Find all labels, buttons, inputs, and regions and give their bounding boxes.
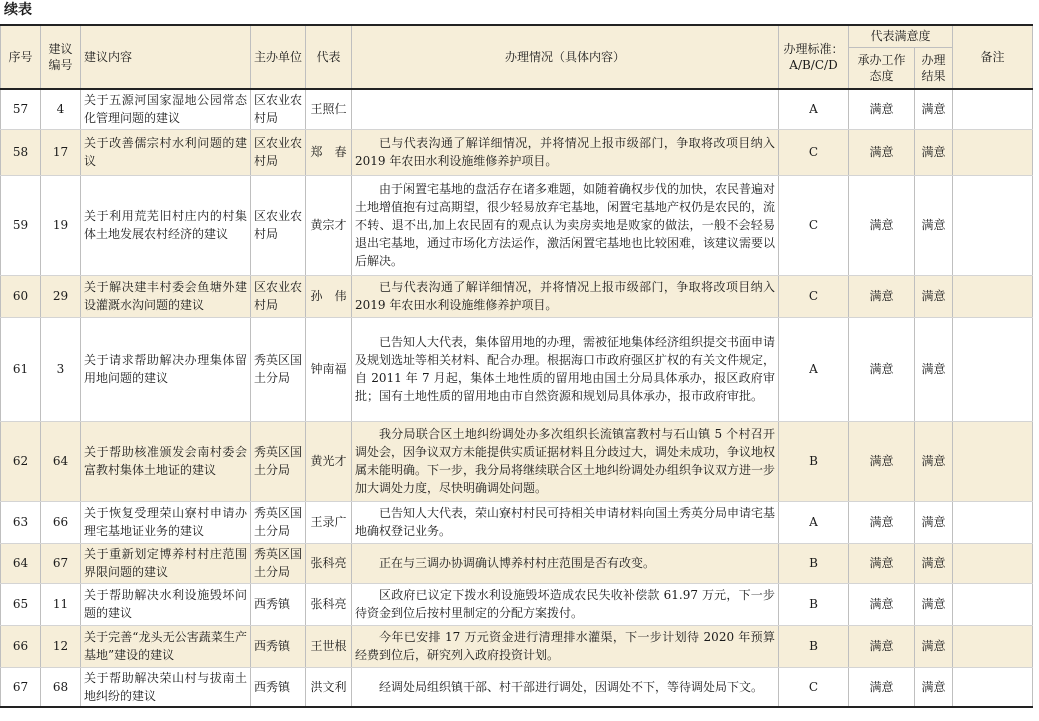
table-row: [1, 583, 1033, 625]
table-row: [1, 501, 1033, 543]
row-attitude-satisfaction: 满意: [849, 317, 915, 421]
header-attitude: 承办工作态度: [849, 47, 915, 89]
row-code: 29: [41, 275, 81, 317]
row-representative: 黄宗才: [306, 175, 352, 275]
row-result-satisfaction: 满意: [915, 543, 953, 583]
table-row: [1, 625, 1033, 667]
table-row: [1, 275, 1033, 317]
row-code: 66: [41, 501, 81, 543]
row-attitude-satisfaction: 满意: [849, 175, 915, 275]
row-content: 关于改善儒宗村水利问题的建议: [81, 129, 251, 175]
row-result-satisfaction: 满意: [915, 275, 953, 317]
row-seq: 57: [1, 89, 41, 129]
row-result-satisfaction: 满意: [915, 625, 953, 667]
row-code: 17: [41, 129, 81, 175]
header-result: 办理结果: [915, 47, 953, 89]
row-attitude-satisfaction: 满意: [849, 501, 915, 543]
row-detail: 区政府已议定下拨水利设施毁坏造成农民失收补偿款 61.97 万元，下一步待资金到位后按村里制定的分配方案拨付。: [352, 583, 779, 625]
row-representative: 孙 伟: [306, 275, 352, 317]
header-rep: 代表: [306, 25, 352, 89]
row-code: 19: [41, 175, 81, 275]
row-attitude-satisfaction: 满意: [849, 667, 915, 707]
row-detail: 已告知人大代表，荣山寮村村民可持相关申请材料向国土秀英分局申请宅基地确权登记业务。: [352, 501, 779, 543]
table-row: [1, 89, 1033, 129]
row-unit: 秀英区国土分局: [251, 501, 306, 543]
row-attitude-satisfaction: 满意: [849, 543, 915, 583]
row-remark: [953, 275, 1033, 317]
row-seq: 65: [1, 583, 41, 625]
row-representative: 王录广: [306, 501, 352, 543]
row-content: 关于解决建丰村委会鱼塘外建设灌溉水沟问题的建议: [81, 275, 251, 317]
row-content: 关于利用荒芜旧村庄内的村集体土地发展农村经济的建议: [81, 175, 251, 275]
row-detail: 经调处局组织镇干部、村干部进行调处，因调处不下，等待调处局下文。: [352, 667, 779, 707]
table-body: [1, 89, 1033, 707]
row-seq: 66: [1, 625, 41, 667]
row-unit: 秀英区国土分局: [251, 543, 306, 583]
row-seq: 60: [1, 275, 41, 317]
table-caption: 续表: [4, 2, 32, 18]
row-representative: 郑 春: [306, 129, 352, 175]
row-standard: B: [779, 625, 849, 667]
row-code: 11: [41, 583, 81, 625]
row-standard: C: [779, 129, 849, 175]
row-result-satisfaction: 满意: [915, 175, 953, 275]
row-content: 关于恢复受理荣山寮村申请办理宅基地证业务的建议: [81, 501, 251, 543]
row-attitude-satisfaction: 满意: [849, 275, 915, 317]
row-standard: A: [779, 501, 849, 543]
row-detail: 正在与三调办协调确认博养村村庄范围是否有改变。: [352, 543, 779, 583]
row-attitude-satisfaction: 满意: [849, 583, 915, 625]
row-representative: 王世根: [306, 625, 352, 667]
row-remark: [953, 317, 1033, 421]
row-attitude-satisfaction: 满意: [849, 625, 915, 667]
row-remark: [953, 625, 1033, 667]
row-unit: 区农业农村局: [251, 175, 306, 275]
row-attitude-satisfaction: 满意: [849, 89, 915, 129]
row-standard: A: [779, 89, 849, 129]
suggestion-table: [0, 24, 1033, 708]
row-content: 关于请求帮助解决办理集体留用地问题的建议: [81, 317, 251, 421]
row-code: 12: [41, 625, 81, 667]
row-unit: 秀英区国土分局: [251, 317, 306, 421]
row-standard: C: [779, 175, 849, 275]
row-result-satisfaction: 满意: [915, 317, 953, 421]
row-unit: 区农业农村局: [251, 89, 306, 129]
row-remark: [953, 129, 1033, 175]
row-detail: 已与代表沟通了解详细情况，并将情况上报市级部门，争取将改项目纳入 2019 年农田水利设施维修养护项目。: [352, 129, 779, 175]
row-seq: 62: [1, 421, 41, 501]
row-detail: [352, 89, 779, 129]
row-unit: 区农业农村局: [251, 275, 306, 317]
header-seq: 序号: [1, 25, 41, 89]
row-remark: [953, 667, 1033, 707]
row-result-satisfaction: 满意: [915, 89, 953, 129]
row-detail: 已与代表沟通了解详细情况，并将情况上报市级部门，争取将改项目纳入 2019 年农田水利设施维修养护项目。: [352, 275, 779, 317]
row-seq: 61: [1, 317, 41, 421]
row-content: 关于帮助核准颁发会南村委会富教村集体土地证的建议: [81, 421, 251, 501]
row-representative: 王照仁: [306, 89, 352, 129]
row-remark: [953, 175, 1033, 275]
table-row: [1, 129, 1033, 175]
row-result-satisfaction: 满意: [915, 421, 953, 501]
row-code: 67: [41, 543, 81, 583]
header-standard: 办理标准：A/B/C/D: [779, 25, 849, 89]
row-remark: [953, 89, 1033, 129]
row-representative: 张科亮: [306, 583, 352, 625]
header-code: 建议编号: [41, 25, 81, 89]
row-standard: B: [779, 583, 849, 625]
row-result-satisfaction: 满意: [915, 583, 953, 625]
table-row: [1, 175, 1033, 275]
row-standard: C: [779, 667, 849, 707]
row-representative: 洪文利: [306, 667, 352, 707]
row-seq: 59: [1, 175, 41, 275]
row-representative: 张科亮: [306, 543, 352, 583]
row-attitude-satisfaction: 满意: [849, 421, 915, 501]
row-representative: 钟南福: [306, 317, 352, 421]
row-code: 3: [41, 317, 81, 421]
row-representative: 黄光才: [306, 421, 352, 501]
row-result-satisfaction: 满意: [915, 501, 953, 543]
row-remark: [953, 421, 1033, 501]
row-remark: [953, 583, 1033, 625]
row-seq: 63: [1, 501, 41, 543]
row-unit: 区农业农村局: [251, 129, 306, 175]
row-result-satisfaction: 满意: [915, 129, 953, 175]
row-content: 关于帮助解决荣山村与拔南土地纠纷的建议: [81, 667, 251, 707]
row-remark: [953, 543, 1033, 583]
row-standard: A: [779, 317, 849, 421]
row-seq: 58: [1, 129, 41, 175]
row-content: 关于五源河国家湿地公园常态化管理问题的建议: [81, 89, 251, 129]
row-content: 关于帮助解决水利设施毁坏问题的建议: [81, 583, 251, 625]
row-attitude-satisfaction: 满意: [849, 129, 915, 175]
row-unit: 西秀镇: [251, 583, 306, 625]
row-detail: 今年已安排 17 万元资金进行清理排水灌渠，下一步计划待 2020 年预算经费到位后，研究列入政府投资计划。: [352, 625, 779, 667]
row-standard: C: [779, 275, 849, 317]
header-detail: 办理情况（具体内容）: [352, 25, 779, 89]
header-remark: 备注: [953, 25, 1033, 89]
row-detail: 我分局联合区土地纠纷调处办多次组织长流镇富教村与石山镇 5 个村召开调处会，因争议双方未能提供实质证据材料且分歧过大，调处未成功，争议地权属未能明确。下一步，我分局将继续联合区土地纠纷调处办组织争议双方进一步加大调处力度，尽快明确调处问题。: [352, 421, 779, 501]
row-content: 关于重新划定博养村村庄范围界限问题的建议: [81, 543, 251, 583]
header-content: 建议内容: [81, 25, 251, 89]
table-header: [1, 25, 1033, 89]
header-satisfaction: 代表满意度: [849, 25, 953, 47]
table-row: [1, 543, 1033, 583]
row-code: 68: [41, 667, 81, 707]
table-row: [1, 667, 1033, 707]
row-unit: 西秀镇: [251, 667, 306, 707]
row-seq: 64: [1, 543, 41, 583]
row-result-satisfaction: 满意: [915, 667, 953, 707]
row-content: 关于完善“龙头无公害蔬菜生产基地”建设的建议: [81, 625, 251, 667]
header-unit: 主办单位: [251, 25, 306, 89]
table-row: [1, 317, 1033, 421]
row-detail: 由于闲置宅基地的盘活存在诸多难题，如随着确权步伐的加快，农民普遍对土地增值抱有过高期望，很少轻易放弃宅基地，闲置宅基地产权仍是农民的，流不转、退不出,加上农民固有的观点认为卖房卖地是败家的做法，一般不会轻易退出宅基地，通过市场化方法运作，激活闲置宅基地也比较困难，该建议需要以后解决。: [352, 175, 779, 275]
row-seq: 67: [1, 667, 41, 707]
table-row: [1, 421, 1033, 501]
row-detail: 已告知人大代表，集体留用地的办理，需被征地集体经济组织提交书面申请及规划选址等相关材料、配合办理。根据海口市政府强区扩权的有关文件规定，自 2011 年 7 月起，集体土地性质的留用地由国土分局具体承办，报区政府审批；国有土地性质的留用地由市自然资源和规划局具体承办，报市政府审批。: [352, 317, 779, 421]
row-unit: 秀英区国土分局: [251, 421, 306, 501]
row-code: 4: [41, 89, 81, 129]
row-unit: 西秀镇: [251, 625, 306, 667]
row-remark: [953, 501, 1033, 543]
row-standard: B: [779, 421, 849, 501]
row-code: 64: [41, 421, 81, 501]
row-standard: B: [779, 543, 849, 583]
